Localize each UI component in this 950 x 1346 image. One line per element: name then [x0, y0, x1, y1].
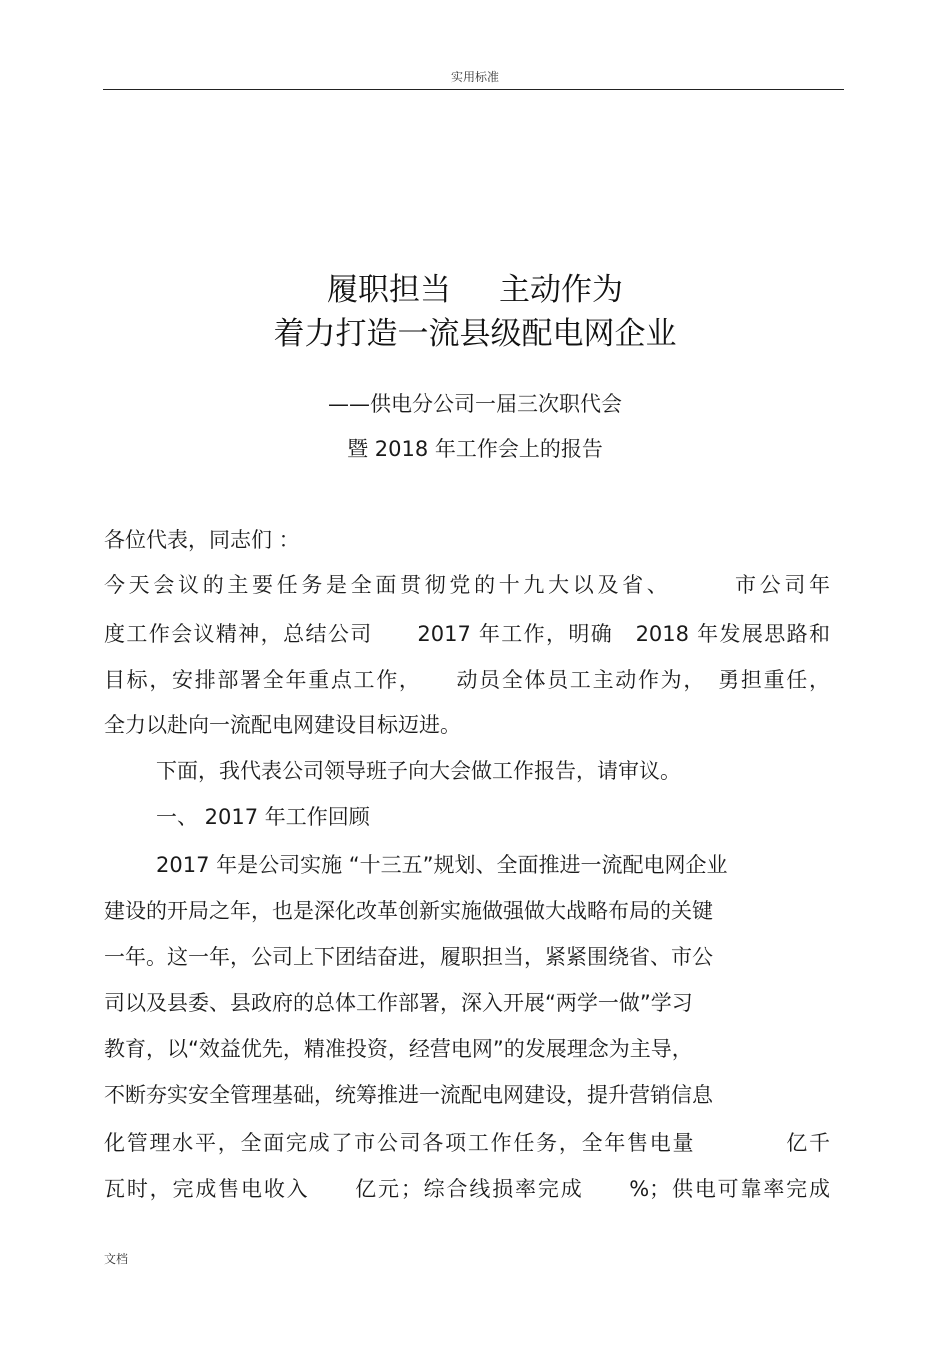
paragraph-3-line-2: 建设的开局之年，也是深化改革创新实施做强做大战略布局的关键 — [104, 899, 713, 923]
greeting: 各位代表，同志们 ： — [104, 528, 300, 552]
paragraph-3-line-3: 一年。这一年，公司上下团结奋进，履职担当，紧紧围绕省、市公 — [104, 945, 713, 969]
document-subtitle-line-1: ——供电分公司一届三次职代会 — [328, 392, 622, 416]
header-divider — [103, 89, 844, 90]
paragraph-1-line-3: 目标，安排部署全年重点工作， 动员全体员工主动作为， 勇担重任， — [104, 668, 830, 692]
document-title-line-2: 着力打造一流县级配电网企业 — [273, 316, 677, 352]
paragraph-1-line-2: 度工作会议精神，总结公司 2017 年工作，明确 2018 年发展思路和 — [104, 622, 830, 646]
paragraph-1-line-1: 今天会议的主要任务是全面贯彻党的十九大以及省、 市公司年 — [104, 573, 830, 597]
page-footer-label: 文档 — [104, 1252, 129, 1266]
paragraph-2: 下面，我代表公司领导班子向大会做工作报告，请审议。 — [156, 759, 681, 783]
paragraph-3-line-1: 2017 年是公司实施 “十三五”规划、全面推进一流配电网企业 — [156, 853, 728, 877]
paragraph-3-line-4: 司以及县委、县政府的总体工作部署，深入开展“两学一做”学习 — [104, 991, 693, 1015]
paragraph-1-line-4: 全力以赴向一流配电网建设目标迈进。 — [104, 713, 461, 737]
document-subtitle-line-2: 暨 2018 年工作会上的报告 — [347, 437, 603, 461]
title-phrase-1: 履职担当 — [327, 272, 451, 308]
document-title-line-1 — [0, 270, 950, 310]
page-header-label: 实用标准 — [450, 70, 499, 84]
paragraph-3-line-8: 瓦时，完成售电收入 亿元；综合线损率完成 %；供电可靠率完成 — [104, 1177, 830, 1201]
paragraph-3-line-7: 化管理水平，全面完成了市公司各项工作任务，全年售电量 亿千 — [104, 1131, 830, 1155]
paragraph-3-line-6: 不断夯实安全管理基础，统筹推进一流配电网建设，提升营销信息 — [104, 1083, 713, 1107]
section-heading-1: 一、 2017 年工作回顾 — [156, 805, 370, 829]
title-phrase-2: 主动作为 — [499, 272, 623, 308]
paragraph-3-line-5: 教育，以“效益优先，精准投资，经营电网”的发展理念为主导， — [104, 1037, 693, 1061]
